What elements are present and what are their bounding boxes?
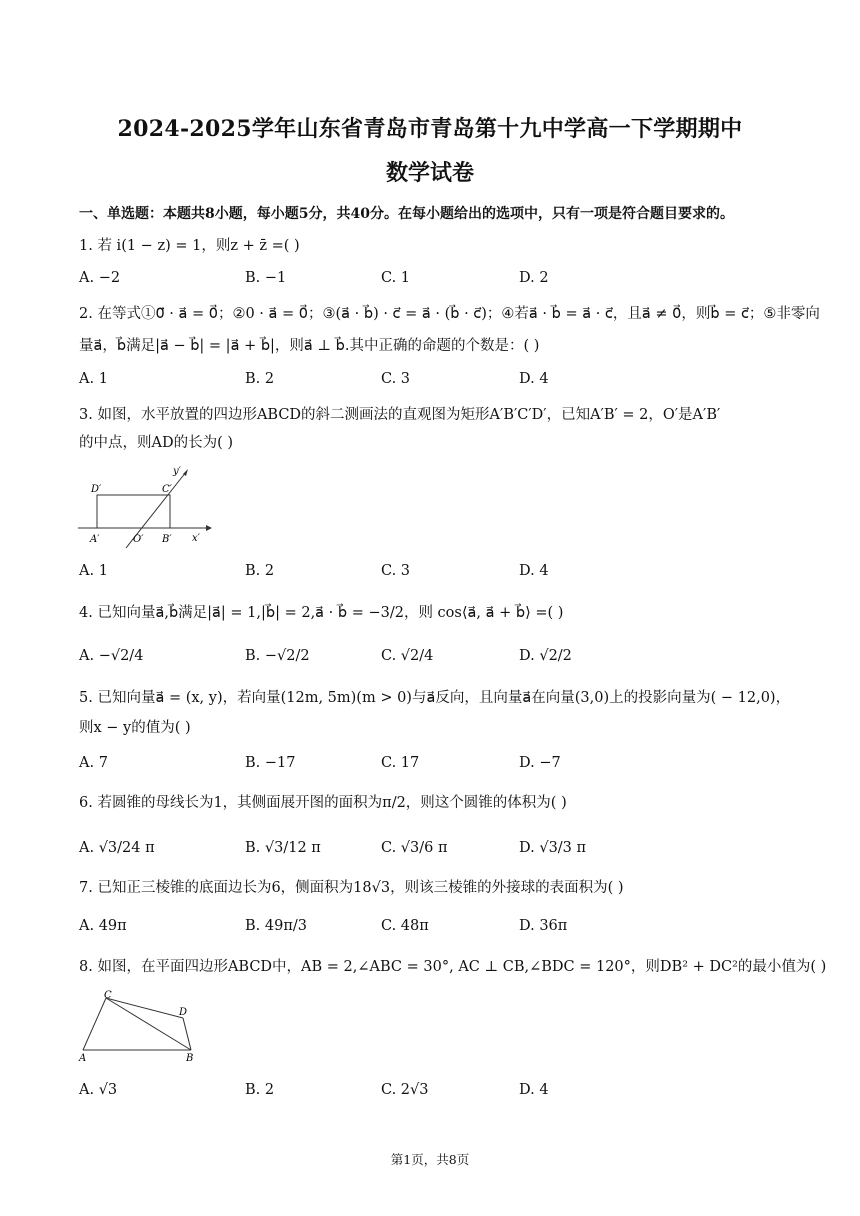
option-d: D. 4 <box>519 371 549 387</box>
label-b: B′ <box>162 534 172 545</box>
question-5-line1: 5. 已知向量a⃗ = (x, y)，若向量(12m, 5m)(m > 0)与a⃗反向，且向量a⃗在向量(3,0)上的投影向量为( − 12,0)， <box>79 690 791 706</box>
option-b: B. −1 <box>245 270 287 286</box>
option-a: A. √3/24 π <box>79 840 155 856</box>
oblique-projection-figure <box>76 462 216 552</box>
question-8-options <box>79 1082 779 1106</box>
option-c: C. √2/4 <box>381 648 434 664</box>
option-d: D. 4 <box>519 563 549 579</box>
label-x: x′ <box>192 533 200 544</box>
option-c: C. 2√3 <box>381 1082 429 1098</box>
question-7-options <box>79 918 779 942</box>
question-6-stem: 6. 若圆锥的母线长为1，其侧面展开图的面积为π/2，则这个圆锥的体积为( ) <box>79 795 567 811</box>
option-b: B. 2 <box>245 371 275 387</box>
question-8-stem: 8. 如图，在平面四边形ABCD中，AB = 2,∠ABC = 30°, AC ⊥ CB,∠BDC = 120°，则DB² + DC²的最小值为( ) <box>79 959 827 975</box>
question-2-line1: 2. 在等式①0⃗ · a⃗ = 0⃗；②0 · a⃗ = 0⃗；③(a⃗ · b⃗) · c⃗ = a⃗ · (b⃗ · c⃗)；④若a⃗ · b⃗ = a⃗ · c⃗，且a⃗ ≠ 0⃗，则b⃗ = c⃗；⑤非零向 <box>79 306 820 322</box>
option-c: C. 48π <box>381 918 429 934</box>
question-5-stem <box>79 688 799 738</box>
option-a: A. −√2/4 <box>79 648 144 664</box>
question-5-line2: 则x − y的值为( ) <box>79 720 191 736</box>
label-a: A <box>79 1053 87 1064</box>
label-d: D′ <box>91 484 102 495</box>
option-c: C. 1 <box>381 270 411 286</box>
question-2-stem <box>79 304 820 356</box>
option-d: D. 36π <box>519 918 568 934</box>
option-b: B. −17 <box>245 755 296 771</box>
question-4-stem: 4. 已知向量a⃗,b⃗满足|a⃗| = 1,|b⃗| = 2,a⃗ · b⃗ = −3/2，则 cos⟨a⃗, a⃗ + b⃗⟩ =( ) <box>79 605 564 621</box>
option-a: A. 1 <box>79 371 108 387</box>
question-1-options <box>79 270 779 294</box>
segment-cb <box>106 998 191 1050</box>
option-c: C. 17 <box>381 755 420 771</box>
question-2-line2: 量a⃗，b⃗满足|a⃗ − b⃗| = |a⃗ + b⃗|，则a⃗ ⊥ b⃗.其中正确的命题的个数是：( ) <box>79 338 540 354</box>
option-d: D. 4 <box>519 1082 549 1098</box>
question-5-options <box>79 755 779 779</box>
question-3-line1: 3. 如图，水平放置的四边形ABCD的斜二测画法的直观图为矩形A′B′C′D′，已知A′B′ = 2，O′是A′B′ <box>79 407 721 423</box>
option-a: A. −2 <box>79 270 121 286</box>
option-b: B. 2 <box>245 563 275 579</box>
option-c: C. √3/6 π <box>381 840 448 856</box>
option-c: C. 3 <box>381 371 411 387</box>
segment-ac <box>83 998 106 1050</box>
question-7-stem: 7. 已知正三棱锥的底面边长为6，侧面积为18√3，则该三棱锥的外接球的表面积为( ) <box>79 880 624 896</box>
option-d: D. √3/3 π <box>519 840 587 856</box>
question-4-options <box>79 648 779 672</box>
rectangle-abcd <box>97 495 170 528</box>
exam-title: 2024-2025学年山东省青岛市青岛第十九中学高一下学期期中 <box>117 116 743 142</box>
option-a: A. 7 <box>79 755 108 771</box>
label-d: D <box>179 1007 188 1018</box>
option-a: A. 49π <box>79 918 127 934</box>
option-c: C. 3 <box>381 563 411 579</box>
option-d: D. √2/2 <box>519 648 572 664</box>
x-axis-arrow <box>206 525 212 531</box>
exam-subtitle: 数学试卷 <box>385 160 474 186</box>
label-b: B <box>186 1053 194 1064</box>
option-b: B. −√2/2 <box>245 648 310 664</box>
label-a: A′ <box>90 534 100 545</box>
option-a: A. 1 <box>79 563 108 579</box>
question-6-options <box>79 840 779 864</box>
option-b: B. 2 <box>245 1082 275 1098</box>
question-3-line2: 的中点，则AD的长为( ) <box>79 435 234 451</box>
option-a: A. √3 <box>79 1082 118 1098</box>
section-heading: 一、单选题：本题共8小题，每小题5分，共40分。在每小题给出的选项中，只有一项是符合题目要求的。 <box>79 206 734 222</box>
question-2-options <box>79 371 779 395</box>
option-d: D. 2 <box>519 270 549 286</box>
question-1-stem: 1. 若 i(1 − z) = 1，则z + z̄ =( ) <box>79 238 300 254</box>
quadrilateral-figure <box>76 990 206 1065</box>
option-b: B. 49π/3 <box>245 918 307 934</box>
option-d: D. −7 <box>519 755 561 771</box>
label-o: O′ <box>133 534 144 545</box>
segment-cd <box>106 998 183 1018</box>
page-footer: 第1页，共8页 <box>390 1152 470 1167</box>
question-3-options <box>79 563 779 587</box>
label-c: C′ <box>162 484 172 495</box>
label-y: y′ <box>173 466 181 477</box>
label-c: C <box>104 990 112 1001</box>
segment-db <box>183 1018 191 1050</box>
question-3-stem <box>79 405 799 453</box>
option-b: B. √3/12 π <box>245 840 321 856</box>
